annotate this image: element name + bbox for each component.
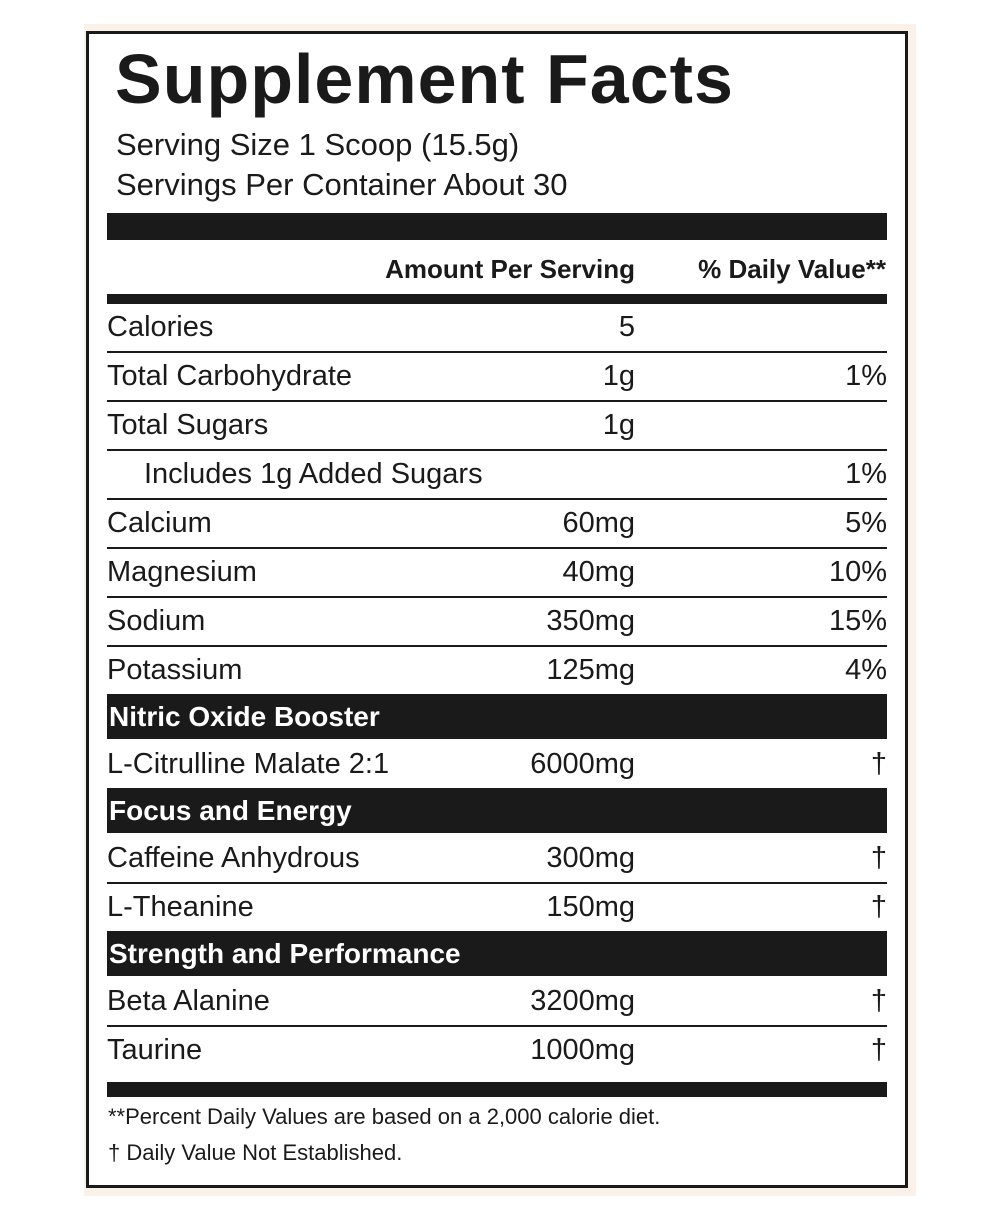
- section-header-strength-and-performance: Strength and Performance: [107, 931, 887, 976]
- footer-divider: [107, 1082, 887, 1097]
- section-header-nitric-oxide-booster: Nitric Oxide Booster: [107, 694, 887, 739]
- nutrient-name: Calcium: [107, 507, 212, 539]
- nutrient-name: Includes 1g Added Sugars: [144, 458, 483, 490]
- ingredient-name: L-Theanine: [107, 891, 254, 923]
- nutrient-row-total-sugars: [107, 402, 887, 451]
- servings-per-container: Servings Per Container About 30: [116, 167, 568, 202]
- ingredient-name: Beta Alanine: [107, 985, 270, 1017]
- ingredient-daily-value: †: [870, 842, 887, 874]
- nutrient-amount: 1g: [602, 409, 635, 441]
- ingredient-amount: 300mg: [546, 842, 635, 874]
- column-header-daily-value: % Daily Value**: [698, 254, 886, 284]
- ingredient-name: Taurine: [107, 1034, 203, 1066]
- nutrient-daily-value: 1%: [845, 458, 887, 490]
- nutrient-row-potassium: [107, 647, 887, 694]
- footnote-not-established: † Daily Value Not Established.: [108, 1140, 403, 1165]
- column-header-amount: Amount Per Serving: [385, 254, 635, 284]
- nutrient-amount: 350mg: [546, 605, 635, 637]
- thick-divider: [107, 213, 887, 240]
- label-title: Supplement Facts: [115, 40, 734, 118]
- ingredient-row-l-citrulline-malate: [107, 741, 887, 788]
- section-header-focus-and-energy: Focus and Energy: [107, 788, 887, 833]
- ingredient-daily-value: †: [870, 891, 887, 923]
- nutrient-name: Total Carbohydrate: [107, 360, 353, 392]
- ingredient-amount: 1000mg: [530, 1034, 635, 1066]
- nutrient-row-magnesium: [107, 549, 887, 598]
- nutrient-daily-value: 10%: [828, 556, 887, 588]
- ingredient-amount: 6000mg: [530, 748, 635, 780]
- ingredient-daily-value: †: [870, 748, 887, 780]
- nutrient-row-added-sugars: [107, 451, 887, 500]
- nutrient-amount: 5: [618, 311, 635, 343]
- nutrient-name: Total Sugars: [107, 409, 269, 441]
- nutrient-daily-value: 5%: [845, 507, 887, 539]
- serving-size: Serving Size 1 Scoop (15.5g): [116, 127, 520, 162]
- nutrient-daily-value: 4%: [845, 654, 887, 686]
- ingredient-daily-value: †: [870, 985, 887, 1017]
- ingredient-row-l-theanine: [107, 884, 887, 931]
- nutrient-amount: 125mg: [546, 654, 635, 686]
- nutrient-name: Magnesium: [107, 556, 257, 588]
- nutrient-name: Potassium: [107, 654, 243, 686]
- nutrient-row-calcium: [107, 500, 887, 549]
- nutrient-name: Sodium: [107, 605, 206, 637]
- nutrient-row-calories: [107, 304, 887, 353]
- nutrient-daily-value: 1%: [845, 360, 887, 392]
- nutrient-amount: 1g: [602, 360, 635, 392]
- nutrient-amount: 60mg: [562, 507, 635, 539]
- ingredient-name: Caffeine Anhydrous: [107, 842, 360, 874]
- nutrient-daily-value: 15%: [828, 605, 887, 637]
- ingredient-row-beta-alanine: [107, 978, 887, 1027]
- ingredient-row-taurine: [107, 1027, 887, 1074]
- nutrient-name: Calories: [107, 311, 214, 343]
- ingredient-row-caffeine-anhydrous: [107, 835, 887, 884]
- footnote-percent-daily-value: **Percent Daily Values are based on a 2,000 calorie diet.: [108, 1104, 661, 1129]
- ingredient-daily-value: †: [870, 1034, 887, 1066]
- header-divider: [107, 294, 887, 304]
- nutrient-table: [107, 304, 887, 1074]
- ingredient-amount: 3200mg: [530, 985, 635, 1017]
- nutrient-amount: 40mg: [562, 556, 635, 588]
- ingredient-amount: 150mg: [546, 891, 635, 923]
- nutrient-row-sodium: [107, 598, 887, 647]
- nutrient-row-total-carbohydrate: [107, 353, 887, 402]
- ingredient-name: L-Citrulline Malate 2:1: [107, 748, 390, 780]
